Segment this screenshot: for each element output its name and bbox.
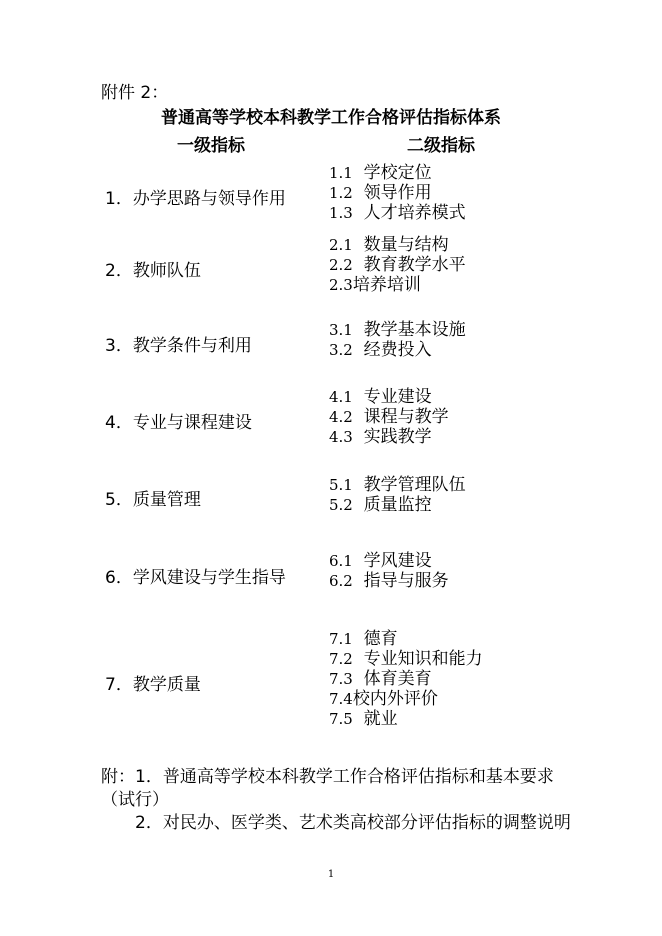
sub-indicator: 7.3 体育美育 bbox=[329, 669, 432, 689]
indicator-name: 4．专业与课程建设 bbox=[105, 413, 252, 433]
sub-indicator: 6.1 学风建设 bbox=[329, 551, 432, 571]
sub-indicator: 1.2 领导作用 bbox=[329, 183, 432, 203]
sub-indicator-list bbox=[329, 475, 466, 515]
sub-indicator: 5.2 质量监控 bbox=[329, 495, 432, 515]
indicator-name: 1．办学思路与领导作用 bbox=[105, 189, 286, 209]
sub-indicator: 7.5 就业 bbox=[329, 709, 398, 729]
sub-indicator-list bbox=[329, 387, 449, 447]
indicator-name: 6．学风建设与学生指导 bbox=[105, 568, 286, 588]
sub-indicator-list bbox=[329, 163, 466, 223]
sub-indicator: 3.1 教学基本设施 bbox=[329, 320, 466, 340]
indicator-name: 2．教师队伍 bbox=[105, 261, 201, 281]
attachment-label: 附件 2： bbox=[101, 83, 169, 103]
indicator-name: 7．教学质量 bbox=[105, 675, 201, 695]
page-number: 1 bbox=[327, 869, 335, 880]
sub-indicator: 2.1 数量与结构 bbox=[329, 235, 449, 255]
column-header-level2: 二级指标 bbox=[407, 136, 475, 156]
note-line: 2．对民办、医学类、艺术类高校部分评估指标的调整说明 bbox=[135, 813, 571, 833]
sub-indicator: 7.1 德育 bbox=[329, 629, 398, 649]
document-title: 普通高等学校本科教学工作合格评估指标体系 bbox=[161, 108, 501, 128]
column-header-level1: 一级指标 bbox=[177, 136, 245, 156]
sub-indicator-list bbox=[329, 320, 466, 360]
sub-indicator: 7.2 专业知识和能力 bbox=[329, 649, 483, 669]
indicator-name: 3．教学条件与利用 bbox=[105, 336, 252, 356]
sub-indicator: 3.2 经费投入 bbox=[329, 340, 432, 360]
sub-indicator: 7.4校内外评价 bbox=[329, 689, 438, 709]
note-line: 附：1．普通高等学校本科教学工作合格评估指标和基本要求（试行） bbox=[101, 767, 554, 810]
sub-indicator: 6.2 指导与服务 bbox=[329, 571, 449, 591]
sub-indicator: 4.2 课程与教学 bbox=[329, 407, 449, 427]
sub-indicator: 1.1 学校定位 bbox=[329, 163, 432, 183]
sub-indicator: 1.3 人才培养模式 bbox=[329, 203, 466, 223]
sub-indicator-list bbox=[329, 629, 483, 729]
sub-indicator: 2.2 教育教学水平 bbox=[329, 255, 466, 275]
indicator-name: 5．质量管理 bbox=[105, 490, 201, 510]
sub-indicator: 2.3培养培训 bbox=[329, 275, 421, 295]
sub-indicator: 4.1 专业建设 bbox=[329, 387, 432, 407]
sub-indicator: 4.3 实践教学 bbox=[329, 427, 432, 447]
sub-indicator: 5.1 教学管理队伍 bbox=[329, 475, 466, 495]
appendix-notes bbox=[101, 766, 571, 835]
sub-indicator-list bbox=[329, 235, 466, 295]
sub-indicator-list bbox=[329, 551, 449, 591]
